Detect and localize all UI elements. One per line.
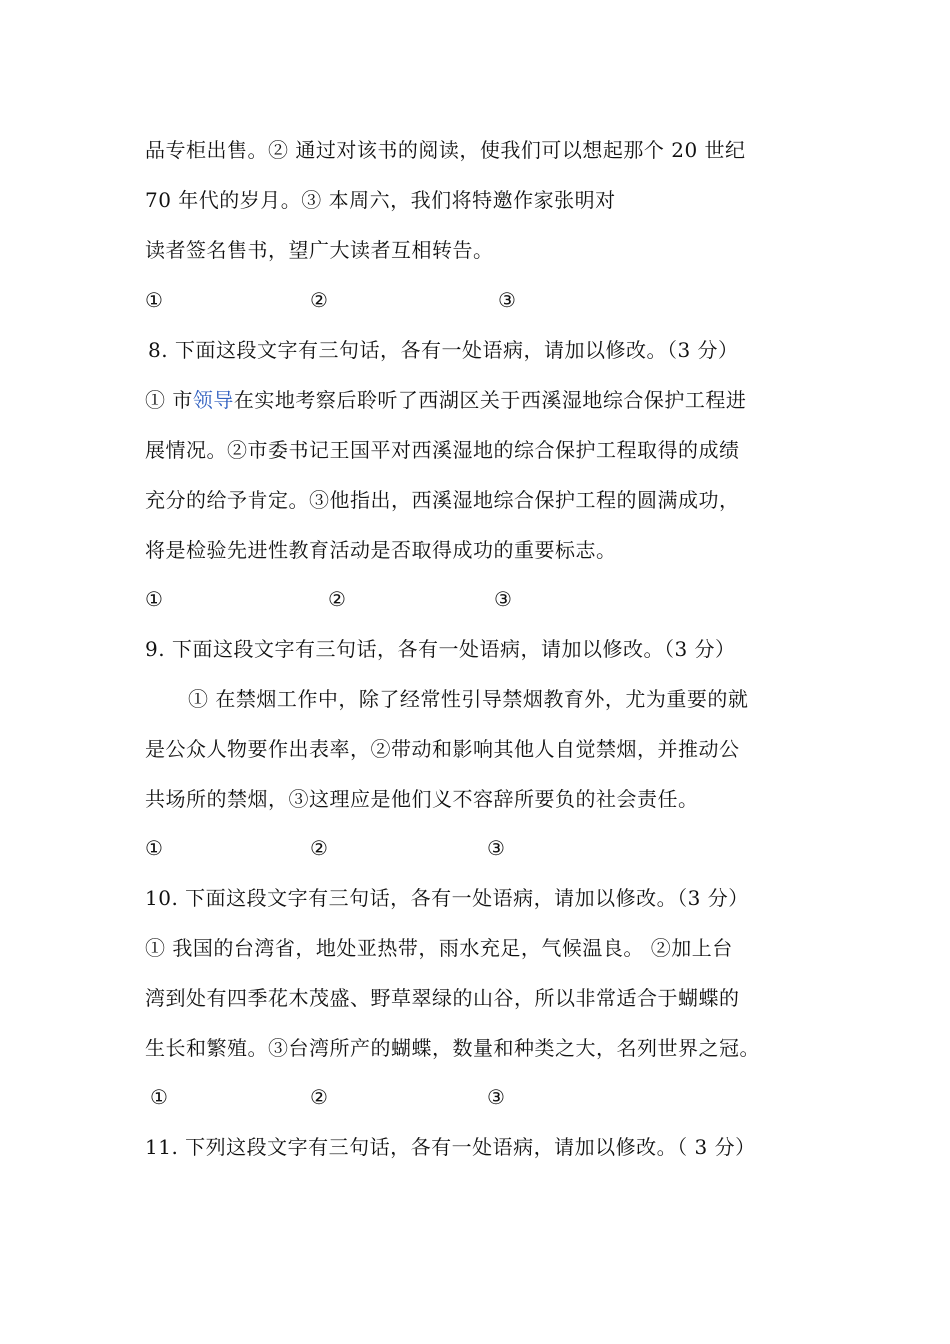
- answer-marker-2: ②: [310, 288, 328, 312]
- q11-heading: 11. 下列这段文字有三句话，各有一处语病，请加以修改。（ 3 分）: [145, 1135, 756, 1159]
- q8-line-2: 展情况。②市委书记王国平对西溪湿地的综合保护工程取得的成绩: [145, 438, 740, 462]
- q9-line-2: 是公众人物要作出表率，②带动和影响其他人自觉禁烟，并推动公: [145, 737, 740, 761]
- answer-marker-3: ③: [494, 587, 512, 611]
- q10-heading: 10. 下面这段文字有三句话，各有一处语病，请加以修改。（3 分）: [145, 886, 749, 910]
- answer-marker-3: ③: [487, 1085, 505, 1109]
- q8-line-1: [145, 387, 746, 413]
- leader-link[interactable]: 领导: [192, 388, 234, 412]
- answer-marker-2: ②: [328, 587, 346, 611]
- answer-marker-3: ③: [487, 836, 505, 860]
- q9-line-3: 共场所的禁烟，③这理应是他们义不容辞所要负的社会责任。: [145, 787, 699, 811]
- prev-text-line-1: 品专柜出售。② 通过对该书的阅读，使我们可以想起那个 20 世纪: [145, 138, 746, 162]
- answer-marker-2: ②: [310, 1085, 328, 1109]
- q10-line-1: ① 我国的台湾省，地处亚热带，雨水充足，气候温良。 ②加上台: [145, 936, 733, 960]
- answer-marker-1: ①: [150, 1085, 168, 1109]
- q8-line-4: 将是检验先进性教育活动是否取得成功的重要标志。: [145, 538, 617, 562]
- answer-marker-3: ③: [498, 288, 516, 312]
- q9-heading: 9. 下面这段文字有三句话，各有一处语病，请加以修改。（3 分）: [145, 637, 736, 661]
- q8-line-1-start: ① 市: [145, 388, 193, 412]
- q10-line-2: 湾到处有四季花木茂盛、野草翠绿的山谷，所以非常适合于蝴蝶的: [145, 986, 740, 1010]
- prev-text-line-2: 70 年代的岁月。③ 本周六，我们将特邀作家张明对: [145, 188, 616, 212]
- q10-line-3: 生长和繁殖。③台湾所产的蝴蝶，数量和种类之大，名列世界之冠。: [145, 1036, 760, 1060]
- q9-line-1: ① 在禁烟工作中，除了经常性引导禁烟教育外，尤为重要的就: [188, 687, 749, 711]
- q8-line-3: 充分的给予肯定。③他指出，西溪湿地综合保护工程的圆满成功，: [145, 488, 740, 512]
- answer-marker-1: ①: [145, 587, 163, 611]
- q8-heading: 8. 下面这段文字有三句话，各有一处语病，请加以修改。（3 分）: [148, 338, 739, 362]
- prev-text-line-3: 读者签名售书，望广大读者互相转告。: [145, 238, 494, 262]
- answer-marker-2: ②: [310, 836, 328, 860]
- answer-marker-1: ①: [145, 836, 163, 860]
- q8-line-1-rest: 在实地考察后聆听了西湖区关于西溪湿地综合保护工程进: [233, 388, 747, 412]
- answer-marker-1: ①: [145, 288, 163, 312]
